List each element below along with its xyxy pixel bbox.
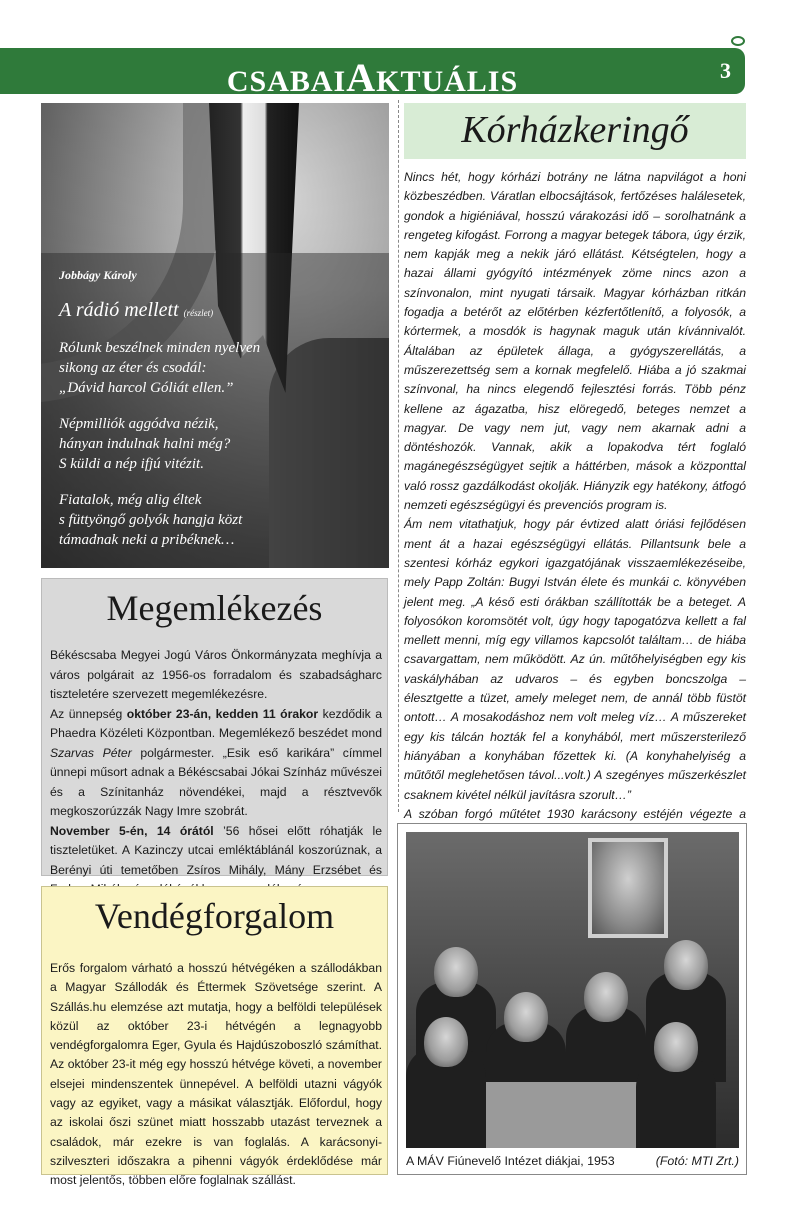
vendegforgalom-box [41, 886, 388, 1188]
vendegforgalom-title: Vendégforgalom [94, 896, 335, 936]
korhaz-title-box [404, 103, 746, 159]
megemlekezes-paragraph-2 [50, 705, 382, 822]
student-head [664, 940, 708, 990]
page-number: 3 [720, 58, 731, 83]
meg-p2-pre: Az ünnepség [50, 706, 127, 721]
publication-title [0, 54, 745, 101]
poem-stanza-2: Népmilliók aggódva nézik, hányan indulnak halni még? S küldi a nép ifjú vitézit. [59, 416, 231, 472]
meg-p2-post: polgármester. „Esik eső karikára” címmel ünnepi műsort adnak a Békéscsabai Jókai Színház művészei és a Színitanház növendékei, majd a résztvevők megkoszorúzzák Nagy Imre szobrát. [50, 745, 382, 818]
photo-caption [406, 1154, 739, 1168]
meg-p3-post: ’56 hősei előtt róhatják le tiszteletüket. A Kazinczy utcai emléktáblánál koszorúznak, a Berényi úti temetőben Zsíros Mihály, Mány Erzsébet és [50, 823, 382, 877]
title-big-letter: A [346, 55, 377, 100]
wall-portrait [588, 838, 668, 938]
poem-stanza-1: Rólunk beszélnek minden nyelven sikong az éter és csodál: „Dávid harcol Góliát ellen.” [59, 340, 261, 396]
poem-title-text: A rádió mellett [59, 299, 179, 321]
title-part-1: CSABAI [226, 65, 347, 98]
poem-stanza-3: Fiatalok, még alig éltek s füttyöngő golyók hangja közt támadnak neki a pribéknek… [59, 492, 243, 548]
student-head [584, 972, 628, 1022]
student-head [424, 1017, 468, 1067]
meg-p2-mid: kezdődik a Phaedra Közéleti Központban. Megemlékező beszédet mond [50, 706, 382, 740]
student-head [654, 1022, 698, 1072]
poem-title [59, 299, 213, 322]
photo-credit: (Fotó: MTI Zrt.) [655, 1154, 739, 1168]
megemlekezes-box [41, 578, 388, 876]
korhaz-article-body [404, 168, 746, 901]
column-divider [398, 100, 399, 812]
poem-photo [41, 103, 389, 568]
vendegforgalom-body: Erős forgalom várható a hosszú hétvégéken a szállodákban a Magyar Szállodák és Éttermek Szövetsége szerint. A Szállás.hu elemzése azt mutatja, hogy a belföldi települések közül az október 23-i hétvégén a legnagyobb vendégforgalomra Eger, Gyula és Hajdúszoboszló számíthat. Az október 23-it még egy hosszú hétvége követi, a november elsejei mindenszentek ünnepével. A belföldi utazni vágyók vagy az egyiket, vagy a másikat választják. Előfordul, hogy az iskolai őszi szünet miatt hosszabb utazást terveznek a családok, már ezekre is van foglalás. A karácsonyi-szilveszteri időszakra a pihenni vágyók érdeklődése már most jelentős, többen előre foglalnak szállást. [50, 961, 382, 1188]
photo-frame [397, 823, 747, 1175]
student-head [434, 947, 478, 997]
poem-title-note: (részlet) [183, 308, 214, 318]
megemlekezes-paragraph-1: Békéscsaba Megyei Jogú Város Önkormányzata meghívja a város polgárait az 1956-os forradalom és szabadságharc tiszteletére szervezett megemlékezésre. [50, 648, 382, 701]
students-photo [406, 832, 739, 1148]
swirl-ornament-icon [731, 36, 745, 46]
korhaz-paragraph-3: A szóban forgó műtétet 1930 karácsony estéjén végezte a [404, 806, 746, 821]
poem-author: Jobbágy Károly [59, 268, 137, 282]
meg-p2-date: október 23-án, kedden 11 órakor [126, 706, 319, 721]
korhaz-paragraph-1: Nincs hét, hogy kórházi botrány ne látna napvilágot a honi közbeszédben. Váratlan elbocsájtások, fertőzéses halálesetek, gondok a higiéniával, hosszú várakozási idő – sorolhatnánk a rengeteg kifogást. Forrong a magyar betegek tábora, úgy érzik, nem kapják meg a nekik járó ellátást. Kétségtelen, hogy a hazai állami gyógyító intézmények zöme nincs azon a színvonalon, mint nyugati társaik. Magyar kórházban ritkán fogadja a betérőt az előtérben kézfertőtlenítő, a folyosók, a kórtermek, a mosdók is hagynak maguk után kívánnivalót. Általában az épületek állaga, a gyógyszerellátás, a műszerezettség sem a kornak megfelelő. Hiába a jó szakmai színvonal, ha nincs elegendő fejlesztési forrás. Több pénz kellene az ágazatba, hisz elöregedő, beteges nemzet a magyar. De vagy nem jut, vagy nem akarnak adni a döntéshozók. Vannak, akik a lopakodva tért foglaló magánegészségügyet sejtik a háttérben, mások a központtal való rossz gazdálkodást okolják. Hiányzik egy hatékony, átfogó nemzeti egészségügyi és prevenciós program is. [404, 170, 746, 513]
meg-p2-speaker: Szarvas Péter [50, 745, 132, 760]
korhaz-paragraph-2: Ám nem vitathatjuk, hogy pár évtized alatt óriási fejlődésen ment át a hazai egészségügyi ellátás. Pillantsunk bele a szentesi kórház egykori igazgatójának visszaemlékezéseibe, mely Papp Zoltán: Bugyi István élete és munkái c. könyvében jelent meg. „A késő esti órákban szállították be a beteget. A folyosókon koromsötét volt, úgy hogy tapogatózva kellett a fal mellett menni, míg egy villamos kapcsolót találtam… de hiába csavargattam, nem működött. Az ún. műtőhelyiségben egy kis vaskályhában az udvaros – és egyben boncszolga – élesztgette a tüzet, amely meleget nem, de annál több füstöt ontott… A mosakodáshoz nem volt meleg víz… A műszereket egy kis tálcán hozták fel a konyhából, mert műszersterilező hiányában a konyhában főzettek ki. (A konyhahelyiség a műtőtől meglehetősen távol...volt.) A szegényes műszerkészlet csaknem kivétel nélkül javításra szorult…” [404, 517, 746, 802]
meg-p3-date: November 5-én, 14 órától [50, 823, 214, 838]
korhaz-title: Kórházkeringő [461, 109, 689, 151]
title-part-2: KTUÁLIS [376, 65, 519, 98]
megemlekezes-title: Megemlékezés [106, 588, 323, 628]
megemlekezes-body [50, 646, 382, 900]
page-header [0, 48, 745, 100]
student-head [504, 992, 548, 1042]
photo-caption-text: A MÁV Fiúnevelő Intézet diákjai, 1953 [406, 1154, 615, 1168]
